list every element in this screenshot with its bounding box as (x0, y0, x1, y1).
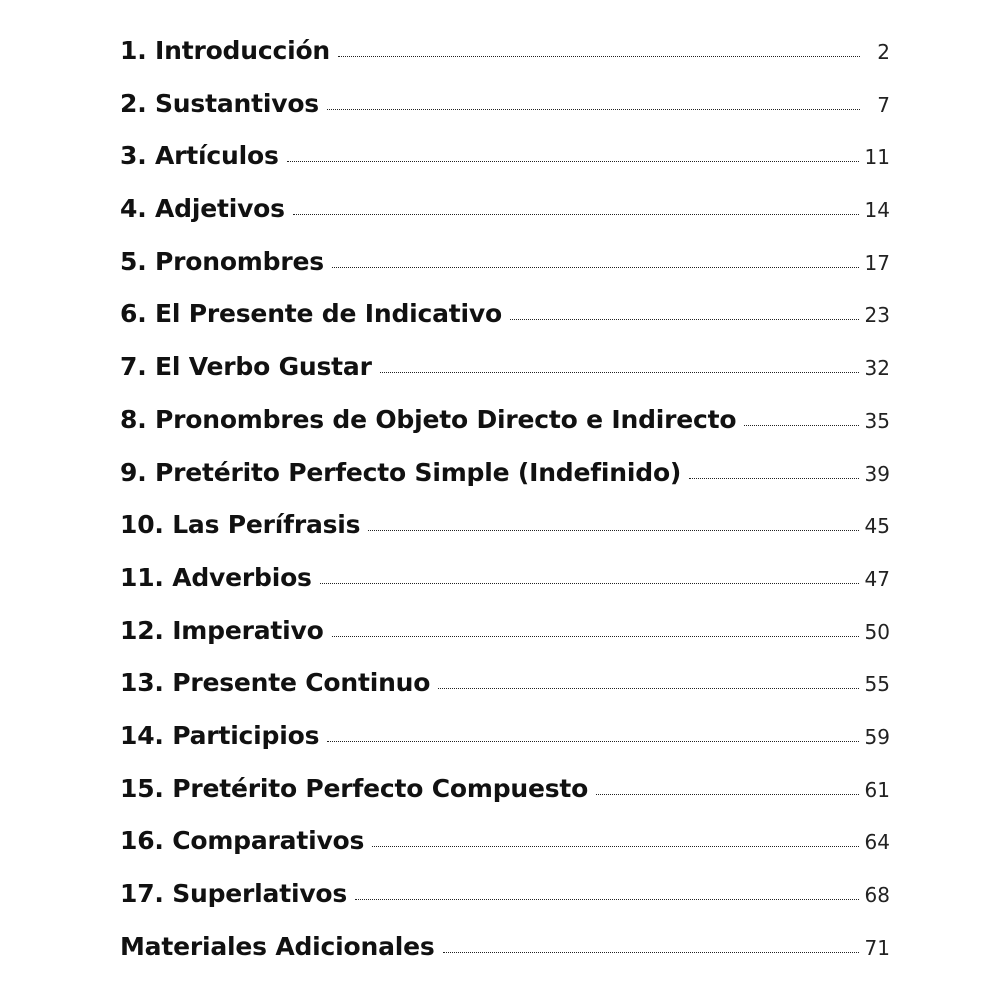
toc-entry-page: 55 (864, 672, 890, 697)
toc-entry[interactable] (120, 818, 890, 871)
toc-entry-title: 4. Adjetivos (120, 194, 285, 224)
toc-dot-leader (338, 55, 860, 57)
toc-entry-title: 11. Adverbios (120, 562, 312, 592)
toc-dot-leader (744, 424, 858, 426)
toc-entry-title: 16. Comparativos (120, 826, 365, 856)
toc-entry-title: Materiales Adicionales (120, 931, 435, 961)
toc-entry-title: 9. Pretérito Perfecto Simple (Indefinido) (120, 457, 682, 487)
toc-entry-title: 3. Artículos (120, 141, 279, 171)
toc-entry[interactable] (120, 186, 890, 239)
toc-entry-title: 6. El Presente de Indicativo (120, 299, 502, 329)
toc-entry-page: 32 (864, 356, 890, 381)
toc-entry-page: 68 (864, 883, 890, 907)
table-of-contents (120, 28, 890, 976)
toc-entry-page: 7 (877, 92, 890, 117)
toc-entry-page: 59 (864, 724, 890, 749)
toc-entry-title: 1. Introducción (120, 36, 331, 65)
toc-entry-title: 10. Las Perífrasis (120, 510, 361, 540)
toc-dot-leader (287, 160, 859, 162)
toc-entry[interactable] (120, 344, 890, 397)
toc-entry-page: 45 (864, 514, 890, 539)
toc-dot-leader (510, 318, 859, 320)
toc-entry-page: 23 (864, 303, 890, 328)
toc-entry-title: 5. Pronombres (120, 246, 324, 276)
toc-entry[interactable] (120, 81, 890, 134)
toc-entry-title: 17. Superlativos (120, 879, 348, 908)
toc-entry-page: 50 (864, 619, 890, 644)
toc-entry[interactable] (120, 133, 890, 186)
toc-entry-title: 2. Sustantivos (120, 88, 319, 118)
toc-dot-leader (320, 582, 859, 584)
toc-entry-page: 11 (864, 145, 890, 170)
toc-entry[interactable] (120, 871, 890, 924)
toc-entry[interactable] (120, 28, 890, 81)
toc-dot-leader (368, 529, 858, 531)
toc-dot-leader (332, 266, 859, 268)
toc-entry-title: 15. Pretérito Perfecto Compuesto (120, 773, 589, 803)
toc-dot-leader (327, 108, 860, 110)
toc-entry[interactable] (120, 450, 890, 503)
toc-entry[interactable] (120, 291, 890, 344)
toc-entry-page: 17 (864, 250, 890, 275)
toc-dot-leader (380, 371, 859, 373)
toc-dot-leader (443, 951, 859, 953)
toc-entry-page: 71 (864, 935, 890, 960)
toc-dot-leader (689, 477, 858, 479)
toc-entry-page: 47 (864, 566, 890, 591)
toc-entry[interactable] (120, 397, 890, 450)
toc-entry-title: 8. Pronombres de Objeto Directo e Indirecto (120, 404, 737, 434)
toc-dot-leader (372, 845, 858, 847)
toc-entry-page: 39 (864, 461, 890, 486)
toc-entry-title: 7. El Verbo Gustar (120, 352, 372, 382)
toc-entry-title: 14. Participios (120, 720, 320, 750)
toc-entry-page: 2 (877, 40, 890, 64)
toc-entry-title: 13. Presente Continuo (120, 668, 431, 698)
toc-entry[interactable] (120, 660, 890, 713)
toc-dot-leader (596, 793, 858, 795)
toc-entry[interactable] (120, 924, 890, 977)
toc-entry[interactable] (120, 608, 890, 661)
toc-entry[interactable] (120, 713, 890, 766)
toc-entry-page: 14 (864, 198, 890, 223)
toc-entry[interactable] (120, 766, 890, 819)
toc-entry[interactable] (120, 502, 890, 555)
toc-entry[interactable] (120, 239, 890, 292)
toc-dot-leader (327, 740, 858, 742)
toc-entry-page: 64 (864, 830, 890, 855)
toc-dot-leader (355, 898, 858, 900)
toc-entry-page: 35 (864, 408, 890, 433)
toc-entry-title: 12. Imperativo (120, 615, 324, 645)
toc-dot-leader (438, 687, 858, 689)
toc-dot-leader (293, 213, 859, 215)
toc-entry-page: 61 (864, 777, 890, 802)
toc-dot-leader (332, 635, 859, 637)
toc-entry[interactable] (120, 555, 890, 608)
